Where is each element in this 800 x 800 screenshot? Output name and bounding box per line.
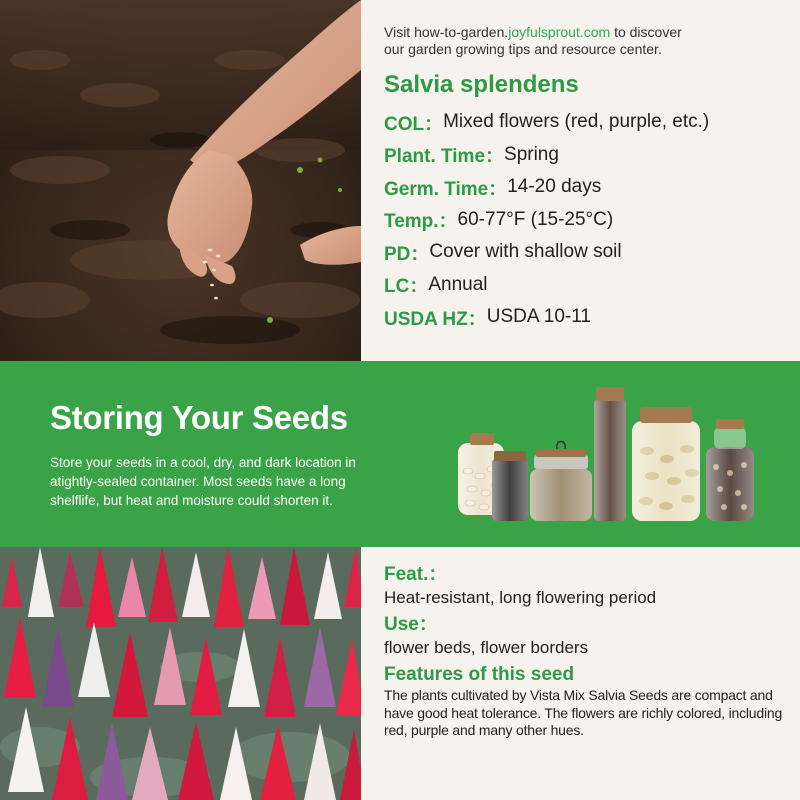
spec-value: 60-77°F (15-25°C): [457, 208, 614, 230]
spec-key: Plant. Time：: [384, 146, 505, 168]
visit-line2: our garden growing tips and resource center.: [384, 41, 662, 57]
storing-text: Store your seeds in a cool, dry, and dark location in atightly-sealed container. Most seeds have a long shelflife, but heat and moisture could shorten it.: [50, 455, 356, 508]
bottom-section: [0, 547, 800, 800]
spec-value: USDA 10-11: [486, 306, 591, 328]
seed-details-panel: [384, 563, 794, 740]
visit-prefix: Visit how-to-garden.: [384, 24, 509, 40]
spec-usda-zone: [384, 301, 784, 334]
soil-hands-photo: [0, 0, 361, 361]
visit-message: [384, 24, 784, 58]
spec-key: LC：: [384, 276, 429, 298]
soil-illustration: [0, 0, 361, 361]
spec-value: Spring: [504, 143, 559, 165]
use-value: flower beds, flower borders: [384, 638, 589, 657]
spec-planting-depth: [384, 236, 784, 269]
spec-list: [384, 106, 784, 334]
visit-suffix: to discover: [610, 24, 682, 40]
spec-value: Cover with shallow soil: [429, 241, 622, 263]
spec-key: COL：: [384, 113, 444, 135]
salvia-flowers-photo: [0, 547, 361, 800]
spec-value: 14-20 days: [507, 176, 602, 198]
spec-key: USDA HZ：: [384, 308, 487, 330]
feature-label: Feat.：: [384, 564, 448, 585]
features-title: Features of this seed: [384, 664, 575, 685]
features-text: The plants cultivated by Vista Mix Salvia Seeds are compact and have good heat tolerance. The flowers are richly colored, including red, purple and many other hues.: [384, 687, 783, 738]
storing-seeds-band: [0, 361, 800, 547]
spec-value: Mixed flowers (red, purple, etc.): [443, 111, 710, 133]
brand-link[interactable]: joyfulsprout.com: [508, 24, 611, 40]
spec-value: Annual: [428, 273, 488, 295]
top-section: [0, 0, 800, 361]
seed-jars-illustration: [452, 381, 762, 531]
plant-info-panel: [384, 24, 784, 334]
spec-temperature: [384, 204, 784, 237]
spec-key: Germ. Time：: [384, 178, 508, 200]
feature-value: Heat-resistant, long flowering period: [384, 588, 657, 607]
spec-color: [384, 106, 784, 139]
spec-key: Temp.：: [384, 211, 458, 233]
spec-key: PD：: [384, 243, 430, 265]
spec-life-cycle: [384, 269, 784, 302]
spec-planting-time: [384, 139, 784, 172]
plant-name: Salvia splendens: [384, 71, 579, 98]
storing-title: Storing Your Seeds: [50, 399, 348, 436]
use-label: Use：: [384, 614, 438, 635]
spec-germination-time: [384, 171, 784, 204]
flowers-illustration: [0, 547, 361, 800]
